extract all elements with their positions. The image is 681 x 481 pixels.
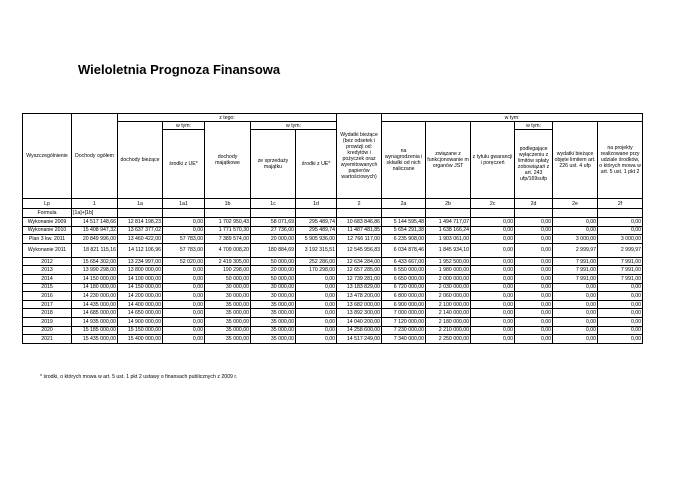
table-cell: 20 000,00 bbox=[251, 266, 296, 275]
table-cell: 1 903 061,00 bbox=[426, 235, 471, 244]
table-cell: 13 990 298,00 bbox=[72, 266, 118, 275]
table-cell: 0,00 bbox=[163, 218, 205, 227]
index-cell: 1b bbox=[205, 199, 251, 209]
table-cell: 35 000,00 bbox=[251, 317, 296, 326]
index-cell: 1a bbox=[118, 199, 163, 209]
table-cell: 252 286,00 bbox=[296, 257, 337, 266]
table-cell: 0,00 bbox=[515, 226, 553, 235]
table-cell: 7 230 000,00 bbox=[382, 326, 426, 335]
table-cell: 0,00 bbox=[163, 300, 205, 309]
table-cell: 50 000,00 bbox=[251, 257, 296, 266]
table-cell: 0,00 bbox=[471, 326, 515, 335]
table-cell: 13 637 377,02 bbox=[118, 226, 163, 235]
formula-cell bbox=[553, 209, 598, 218]
table-cell: 0,00 bbox=[163, 317, 205, 326]
index-cell: 2e bbox=[553, 199, 598, 209]
header-w-tym-wydatki: w tym: bbox=[382, 114, 643, 122]
table-cell: 35 000,00 bbox=[205, 326, 251, 335]
table-cell: 0,00 bbox=[471, 300, 515, 309]
table-cell: 0,00 bbox=[553, 226, 598, 235]
table-cell: 13 800 000,00 bbox=[118, 266, 163, 275]
table-cell: 14 258 600,00 bbox=[337, 326, 382, 335]
table-cell: 15 408 947,32 bbox=[72, 226, 118, 235]
row-label: 2014 bbox=[23, 274, 72, 283]
table-cell: 0,00 bbox=[296, 283, 337, 292]
table-cell: 14 650 000,00 bbox=[118, 309, 163, 318]
table-cell: 0,00 bbox=[471, 235, 515, 244]
table-cell: 5 905 936,00 bbox=[296, 235, 337, 244]
table-cell: 12 657 285,00 bbox=[337, 266, 382, 275]
header-na-projekty: na projekty realizowane przy udziale środków, o których mowa w art. 5 ust. 1 pkt 2 bbox=[598, 122, 643, 199]
table-cell: 295 489,74 bbox=[296, 218, 337, 227]
table-cell: 2 060 000,00 bbox=[426, 292, 471, 301]
table-cell: 0,00 bbox=[598, 226, 643, 235]
table-cell: 6 034 878,46 bbox=[382, 243, 426, 257]
formula-cell bbox=[296, 209, 337, 218]
table-row bbox=[23, 283, 643, 292]
index-cell: 2c bbox=[471, 199, 515, 209]
index-cell: 1 bbox=[72, 199, 118, 209]
header-podlegajace: podlegające wyłączeniu z limitów spłaty zobowiązań z art. 243 ufp/169sufp bbox=[515, 130, 553, 199]
table-row bbox=[23, 235, 643, 244]
table-cell: 15 150 000,00 bbox=[118, 326, 163, 335]
header-w-tym-1: w tym: bbox=[163, 122, 205, 130]
header-ze-sprzedazy: ze sprzedaży majątku bbox=[251, 130, 296, 199]
row-label: Wykonanie 2009 bbox=[23, 218, 72, 227]
table-cell: 14 100 000,00 bbox=[118, 274, 163, 283]
table-cell: 0,00 bbox=[163, 309, 205, 318]
table-cell: 0,00 bbox=[515, 317, 553, 326]
table-cell: 295 489,74 bbox=[296, 226, 337, 235]
header-wydatki-objete: wydatki bieżące objęte limitem art. 226 ust. 4 ufp bbox=[553, 122, 598, 199]
table-cell: 35 000,00 bbox=[251, 309, 296, 318]
header-srodki-ue-1: środki z UE* bbox=[163, 130, 205, 199]
table-cell: 14 040 200,00 bbox=[337, 317, 382, 326]
table-cell: 0,00 bbox=[163, 283, 205, 292]
table-cell: 2 000 000,00 bbox=[426, 274, 471, 283]
table-cell: 12 739 281,00 bbox=[337, 274, 382, 283]
table-cell: 0,00 bbox=[553, 300, 598, 309]
formula-cell: [1a]+[1b] bbox=[72, 209, 118, 218]
table-cell: 12 634 284,00 bbox=[337, 257, 382, 266]
table-cell: 0,00 bbox=[296, 274, 337, 283]
table-cell: 0,00 bbox=[471, 292, 515, 301]
formula-cell bbox=[426, 209, 471, 218]
table-cell: 0,00 bbox=[296, 309, 337, 318]
table-cell: 13 892 300,00 bbox=[337, 309, 382, 318]
table-cell: 20 849 996,00 bbox=[72, 235, 118, 244]
index-cell: 2 bbox=[337, 199, 382, 209]
index-cell: 2d bbox=[515, 199, 553, 209]
table-cell: 7 991,00 bbox=[553, 274, 598, 283]
index-cell: 1c bbox=[251, 199, 296, 209]
table-cell: 1 771 570,30 bbox=[205, 226, 251, 235]
formula-cell bbox=[118, 209, 163, 218]
table-row bbox=[23, 335, 643, 344]
table-cell: 0,00 bbox=[553, 218, 598, 227]
table-cell: 14 935 000,00 bbox=[72, 317, 118, 326]
table-cell: 58 071,69 bbox=[251, 218, 296, 227]
table-cell: 14 900 000,00 bbox=[118, 317, 163, 326]
footnote: * środki, o których mowa w art. 5 ust. 1 pkt 2 ustawy o finansach publicznych z 2009 r. bbox=[40, 374, 238, 380]
table-cell: 2 030 000,00 bbox=[426, 283, 471, 292]
table-cell: 5 654 291,38 bbox=[382, 226, 426, 235]
table-row bbox=[23, 218, 643, 227]
table-cell: 7 389 574,00 bbox=[205, 235, 251, 244]
table-cell: 13 183 829,00 bbox=[337, 283, 382, 292]
table-cell: 0,00 bbox=[598, 326, 643, 335]
table-cell: 13 478 200,00 bbox=[337, 292, 382, 301]
row-label: 2015 bbox=[23, 283, 72, 292]
table-row bbox=[23, 243, 643, 257]
index-row bbox=[23, 199, 643, 209]
row-label: Plan 3 kw. 2011 bbox=[23, 235, 72, 244]
table-cell: 6 235 908,00 bbox=[382, 235, 426, 244]
table-cell: 7 991,00 bbox=[598, 266, 643, 275]
table-cell: 0,00 bbox=[296, 326, 337, 335]
header-z-tytulu: z tytułu gwarancji i poręczeń bbox=[471, 122, 515, 199]
table-cell: 0,00 bbox=[471, 309, 515, 318]
header-na-wynagrodzenia: na wynagrodzenia i składki od nich naliczane bbox=[382, 122, 426, 199]
row-label: 2017 bbox=[23, 300, 72, 309]
formula-cell bbox=[471, 209, 515, 218]
formula-cell bbox=[515, 209, 553, 218]
table-cell: 1 638 166,24 bbox=[426, 226, 471, 235]
row-label: 2020 bbox=[23, 326, 72, 335]
formula-cell bbox=[337, 209, 382, 218]
table-cell: 10 683 846,86 bbox=[337, 218, 382, 227]
table-cell: 170 298,00 bbox=[296, 266, 337, 275]
table-cell: 0,00 bbox=[471, 266, 515, 275]
table-cell: 0,00 bbox=[553, 292, 598, 301]
table-cell: 35 000,00 bbox=[251, 326, 296, 335]
table-cell: 12 545 956,83 bbox=[337, 243, 382, 257]
forecast-table bbox=[22, 113, 643, 344]
table-cell: 2 999,97 bbox=[553, 243, 598, 257]
index-cell: 1d bbox=[296, 199, 337, 209]
table-cell: 7 000 000,00 bbox=[382, 309, 426, 318]
table-cell: 30 000,00 bbox=[205, 292, 251, 301]
table-cell: 2 100 000,00 bbox=[426, 300, 471, 309]
header-zwiazane: związane z funkcjonowanie m organów JST bbox=[426, 122, 471, 199]
table-cell: 0,00 bbox=[515, 274, 553, 283]
table-cell: 180 884,69 bbox=[251, 243, 296, 257]
table-cell: 1 702 950,43 bbox=[205, 218, 251, 227]
table-cell: 50 000,00 bbox=[251, 274, 296, 283]
header-w-tym-2: w tym: bbox=[251, 122, 337, 130]
table-cell: 0,00 bbox=[515, 335, 553, 344]
formula-cell bbox=[598, 209, 643, 218]
table-cell: 0,00 bbox=[553, 317, 598, 326]
table-cell: 30 000,00 bbox=[205, 283, 251, 292]
table-cell: 0,00 bbox=[515, 283, 553, 292]
table-cell: 12 814 198,23 bbox=[118, 218, 163, 227]
table-cell: 0,00 bbox=[553, 283, 598, 292]
header-dochody-majatkowe: dochody majątkowe bbox=[205, 122, 251, 199]
table-row bbox=[23, 274, 643, 283]
formula-cell bbox=[251, 209, 296, 218]
index-cell: 1a1 bbox=[163, 199, 205, 209]
table-cell: 30 000,00 bbox=[251, 292, 296, 301]
table-row bbox=[23, 292, 643, 301]
table-cell: 1 980 000,00 bbox=[426, 266, 471, 275]
table-cell: 14 112 106,96 bbox=[118, 243, 163, 257]
index-cell: Lp bbox=[23, 199, 72, 209]
table-cell: 7 991,00 bbox=[553, 266, 598, 275]
table-cell: 0,00 bbox=[163, 274, 205, 283]
table-cell: 2 999,97 bbox=[598, 243, 643, 257]
table-cell: 12 766 117,00 bbox=[337, 235, 382, 244]
table-cell: 6 650 000,00 bbox=[382, 274, 426, 283]
row-label: 2016 bbox=[23, 292, 72, 301]
table-row bbox=[23, 326, 643, 335]
table-row bbox=[23, 257, 643, 266]
table-cell: 0,00 bbox=[598, 300, 643, 309]
table-cell: 6 433 667,00 bbox=[382, 257, 426, 266]
table-cell: 7 991,00 bbox=[598, 274, 643, 283]
table-cell: 0,00 bbox=[553, 309, 598, 318]
table-cell: 0,00 bbox=[515, 218, 553, 227]
table-cell: 1 952 500,00 bbox=[426, 257, 471, 266]
table-cell: 2 210 000,00 bbox=[426, 326, 471, 335]
table-cell: 190 298,00 bbox=[205, 266, 251, 275]
table-cell: 14 435 000,00 bbox=[72, 300, 118, 309]
table-cell: 0,00 bbox=[471, 335, 515, 344]
table-row bbox=[23, 226, 643, 235]
row-label: 2012 bbox=[23, 257, 72, 266]
table-cell: 0,00 bbox=[553, 326, 598, 335]
table-cell: 35 000,00 bbox=[205, 335, 251, 344]
table-cell: 27 736,00 bbox=[251, 226, 296, 235]
table-cell: 14 230 000,00 bbox=[72, 292, 118, 301]
formula-cell: Formula bbox=[23, 209, 72, 218]
table-cell: 0,00 bbox=[515, 309, 553, 318]
table-cell: 6 800 000,00 bbox=[382, 292, 426, 301]
table-row bbox=[23, 266, 643, 275]
table-cell: 0,00 bbox=[515, 257, 553, 266]
index-cell: 2f bbox=[598, 199, 643, 209]
table-cell: 0,00 bbox=[471, 274, 515, 283]
table-cell: 52 020,00 bbox=[163, 257, 205, 266]
table-cell: 0,00 bbox=[598, 317, 643, 326]
table-cell: 2 180 000,00 bbox=[426, 317, 471, 326]
table-cell: 4 709 008,20 bbox=[205, 243, 251, 257]
table-cell: 7 991,00 bbox=[598, 257, 643, 266]
header-wyszczegolnienie: Wyszczególnienie bbox=[23, 114, 72, 199]
table-cell: 0,00 bbox=[515, 292, 553, 301]
table-cell: 57 783,00 bbox=[163, 235, 205, 244]
table-cell: 1 494 717,07 bbox=[426, 218, 471, 227]
table-cell: 14 517 148,66 bbox=[72, 218, 118, 227]
formula-cell bbox=[382, 209, 426, 218]
table-cell: 13 460 422,00 bbox=[118, 235, 163, 244]
table-cell: 35 000,00 bbox=[251, 300, 296, 309]
row-label: 2019 bbox=[23, 317, 72, 326]
table-cell: 13 234 997,00 bbox=[118, 257, 163, 266]
index-cell: 2b bbox=[426, 199, 471, 209]
table-cell: 6 900 000,00 bbox=[382, 300, 426, 309]
table-cell: 6 720 000,00 bbox=[382, 283, 426, 292]
table-cell: 35 000,00 bbox=[205, 300, 251, 309]
formula-row bbox=[23, 209, 643, 218]
table-cell: 15 435 000,00 bbox=[72, 335, 118, 344]
table-cell: 14 150 000,00 bbox=[72, 274, 118, 283]
table-cell: 30 000,00 bbox=[251, 283, 296, 292]
table-cell: 0,00 bbox=[471, 243, 515, 257]
header-dochody-ogolem: Dochody ogółem bbox=[72, 114, 118, 199]
table-cell: 14 517 249,00 bbox=[337, 335, 382, 344]
table-cell: 14 200 000,00 bbox=[118, 292, 163, 301]
table-cell: 7 340 000,00 bbox=[382, 335, 426, 344]
table-cell: 7 120 000,00 bbox=[382, 317, 426, 326]
header-wydatki-biezace: Wydatki bieżące (bez odsetek i prowizji od: kredytów i pożyczek oraz wyemitowanych papierów wartościowych) bbox=[337, 114, 382, 199]
table-row bbox=[23, 317, 643, 326]
row-label: 2013 bbox=[23, 266, 72, 275]
row-label: 2021 bbox=[23, 335, 72, 344]
table-row bbox=[23, 300, 643, 309]
table-cell: 0,00 bbox=[296, 335, 337, 344]
table-cell: 15 654 302,00 bbox=[72, 257, 118, 266]
row-label: Wykonanie 2011 bbox=[23, 243, 72, 257]
table-cell: 0,00 bbox=[471, 283, 515, 292]
table-cell: 0,00 bbox=[163, 335, 205, 344]
table-cell: 14 400 000,00 bbox=[118, 300, 163, 309]
formula-cell bbox=[163, 209, 205, 218]
table-cell: 35 000,00 bbox=[251, 335, 296, 344]
header-z-tego-dochody: z tego: bbox=[118, 114, 337, 122]
table-cell: 7 991,00 bbox=[553, 257, 598, 266]
table-cell: 0,00 bbox=[515, 300, 553, 309]
table-cell: 0,00 bbox=[598, 218, 643, 227]
table-cell: 0,00 bbox=[296, 317, 337, 326]
table-cell: 6 550 000,00 bbox=[382, 266, 426, 275]
table-cell: 0,00 bbox=[163, 226, 205, 235]
table-cell: 57 783,00 bbox=[163, 243, 205, 257]
header-srodki-ue-2: środki z UE* bbox=[296, 130, 337, 199]
table-cell: 14 180 000,00 bbox=[72, 283, 118, 292]
table-cell: 0,00 bbox=[471, 218, 515, 227]
page-title: Wieloletnia Prognoza Finansowa bbox=[78, 62, 281, 77]
table-cell: 0,00 bbox=[598, 335, 643, 344]
table-cell: 14 150 000,00 bbox=[118, 283, 163, 292]
header-dochody-biezace: dochody bieżące bbox=[118, 122, 163, 199]
formula-cell bbox=[205, 209, 251, 218]
header-w-tym-3: w tym: bbox=[515, 122, 553, 130]
table-cell: 35 000,00 bbox=[205, 317, 251, 326]
row-label: Wykonanie 2010 bbox=[23, 226, 72, 235]
table-cell: 20 000,00 bbox=[251, 235, 296, 244]
table-cell: 0,00 bbox=[515, 326, 553, 335]
table-cell: 18 821 115,16 bbox=[72, 243, 118, 257]
table-cell: 1 845 934,10 bbox=[426, 243, 471, 257]
index-cell: 2a bbox=[382, 199, 426, 209]
table-cell: 0,00 bbox=[598, 309, 643, 318]
table-cell: 50 000,00 bbox=[205, 274, 251, 283]
row-label: 2018 bbox=[23, 309, 72, 318]
table-cell: 0,00 bbox=[553, 335, 598, 344]
table-cell: 0,00 bbox=[471, 317, 515, 326]
table-row bbox=[23, 309, 643, 318]
table-cell: 0,00 bbox=[515, 266, 553, 275]
table-cell: 0,00 bbox=[296, 292, 337, 301]
table-cell: 0,00 bbox=[163, 292, 205, 301]
table-cell: 0,00 bbox=[163, 266, 205, 275]
table-cell: 35 000,00 bbox=[205, 309, 251, 318]
table-cell: 14 685 000,00 bbox=[72, 309, 118, 318]
table-cell: 3 000,00 bbox=[598, 235, 643, 244]
table-cell: 3 192 315,51 bbox=[296, 243, 337, 257]
table-cell: 0,00 bbox=[598, 292, 643, 301]
table-cell: 0,00 bbox=[515, 235, 553, 244]
table-cell: 11 487 481,85 bbox=[337, 226, 382, 235]
table-cell: 0,00 bbox=[598, 283, 643, 292]
table-cell: 5 144 595,48 bbox=[382, 218, 426, 227]
table-cell: 13 682 000,00 bbox=[337, 300, 382, 309]
table-cell: 2 419 305,00 bbox=[205, 257, 251, 266]
table-cell: 0,00 bbox=[515, 243, 553, 257]
table-cell: 2 140 000,00 bbox=[426, 309, 471, 318]
table-cell: 15 185 000,00 bbox=[72, 326, 118, 335]
table-cell: 15 400 000,00 bbox=[118, 335, 163, 344]
table-cell: 3 000,00 bbox=[553, 235, 598, 244]
table-cell: 0,00 bbox=[471, 226, 515, 235]
table-cell: 2 250 000,00 bbox=[426, 335, 471, 344]
table-cell: 0,00 bbox=[163, 326, 205, 335]
table-cell: 0,00 bbox=[296, 300, 337, 309]
table-cell: 0,00 bbox=[471, 257, 515, 266]
